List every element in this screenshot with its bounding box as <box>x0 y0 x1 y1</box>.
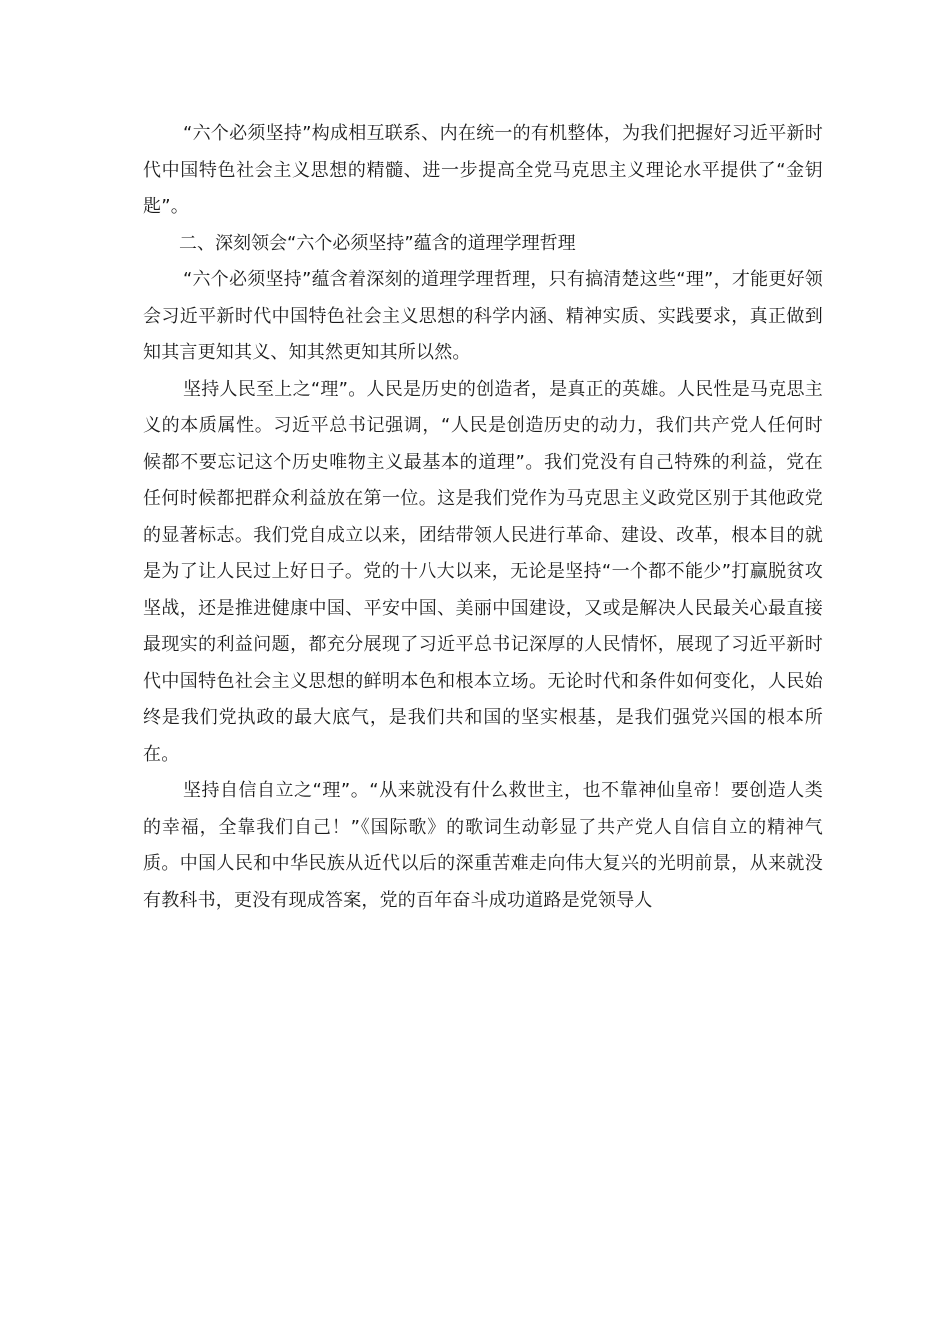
paragraph-intro: “六个必须坚持”构成相互联系、内在统一的有机整体，为我们把握好习近平新时代中国特色社会主义思想的精髓、进一步提高全党马克思主义理论水平提供了“金钥匙”。 <box>143 123 823 217</box>
section-heading: 二、深刻领会“六个必须坚持”蕴含的道理学理哲理 <box>179 232 576 254</box>
paragraph-people-first: 坚持人民至上之“理”。人民是历史的创造者，是真正的英雄。人民性是马克思主义的本质属性。习近平总书记强调，“人民是创造历史的动力，我们共产党人任何时候都不要忘记这个历史唯物主义最基本的道理”。我们党没有自己特殊的利益，党在任何时候都把群众利益放在第一位。这是我们党作为马克思主义政党区别于其他政党的显著标志。我们党自成立以来，团结带领人民进行革命、建设、改革，根本目的就是为了让人民过上好日子。党的十八大以来，无论是坚持“一个都不能少”打赢脱贫攻坚战，还是推进健康中国、平安中国、美丽中国建设，又或是解决人民最关心最直接最现实的利益问题，都充分展现了习近平总书记深厚的人民情怀，展现了习近平新时代中国特色社会主义思想的鲜明本色和根本立场。无论时代和条件如何变化，人民始终是我们党执政的最大底气，是我们共和国的坚实根基，是我们强党兴国的根本所在。 <box>143 378 823 765</box>
paragraph-self-reliance: 坚持自信自立之“理”。“从来就没有什么救世主，也不靠神仙皇帝！要创造人类的幸福，全靠我们自己！”《国际歌》的歌词生动彰显了共产党人自信自立的精神气质。中国人民和中华民族从近代以后的深重苦难走向伟大复兴的光明前景，从来就没有教科书，更没有现成答案，党的百年奋斗成功道路是党领导人 <box>143 780 823 911</box>
document-page <box>143 116 823 919</box>
paragraph-principle-overview: “六个必须坚持”蕴含着深刻的道理学理哲理，只有搞清楚这些“理”，才能更好领会习近平新时代中国特色社会主义思想的科学内涵、精神实质、实践要求，真正做到知其言更知其义、知其然更知其所以然。 <box>143 269 823 363</box>
